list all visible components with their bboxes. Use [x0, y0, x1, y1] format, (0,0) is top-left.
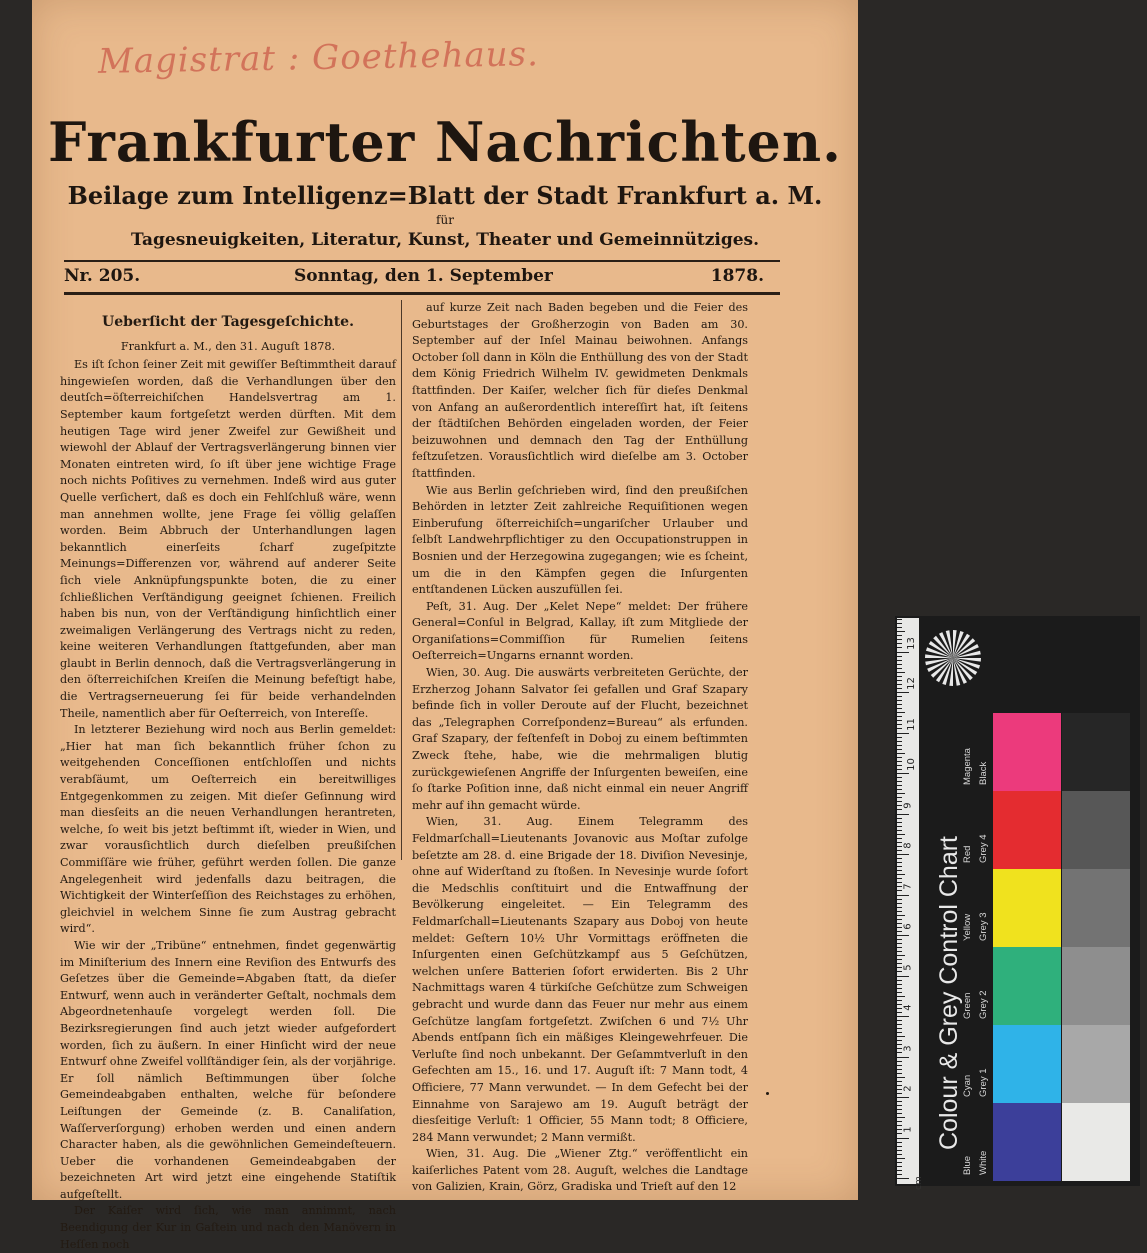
ruler-tick	[897, 818, 902, 819]
grey-label: Grey 4	[978, 834, 989, 863]
newspaper-subtitle: Beilage zum Intelligenz=Blatt der Stadt Frankfurt a. M.	[67, 181, 823, 210]
issue-year: 1878.	[710, 266, 764, 286]
colour-swatch	[993, 869, 1061, 947]
ruler-tick	[897, 623, 902, 624]
ruler-tick	[897, 971, 902, 972]
ruler-tick	[897, 785, 902, 786]
paragraph: Wien, 31. Aug. Die „Wiener Ztg.“ veröffentlicht ein kaiſerliches Patent vom 28. Auguſt, welches die Landtage von Galizien, Krain, Görz, Gradiska und Trieſt auf den 12	[412, 1147, 748, 1194]
paragraph: Wien, 31. Aug. Einem Telegramm des Feldmarſchall=Lieutenants Jovanovic aus Moſtar zufolge beſetzte am 28. d. eine Brigade der 18. Diviſion Nevesinje, ohne auf Widerſtand zu ſtoßen. In Nevesinje wurde ſofort die Medschlis conſtituirt und die Entwaffnung der Bevölkerung eingeleitet. — Ein Telegramm des Feldmarſchall=Lieutenants Szapary aus Doboj von heute meldet: Geſtern 10½ Uhr Vormittags eröffneten die Inſurgenten einen Geſchützkampf aus 5 Geſchützen, welchen unſere Batterien ſofort erwiderten. Bis 2 Uhr Nachmittags waren 4 türkiſche Geſchütze zum Schweigen gebracht und wurde dann das Feuer nur mehr aus einem Geſchütze langſam fortgeſetzt. Zwiſchen 6 und 7½ Uhr Abends entſpann ſich ein mäßiges Kleingewehrfeuer. Die Verluſte ſind noch unbekannt. Der Geſammtverluſt in den Gefechten am 15., 16. und 17. Auguſt iſt: 7 Mann todt, 4 Officiere, 77 Mann verwundet. — In dem Gefecht bei der Einnahme von Sarajewo am 19. Auguſt beträgt der diesſeitige Verluſt: 1 Officier, 55 Mann todt; 8 Officiere, 284 Mann verwundet; 2 Mann vermißt.	[412, 815, 748, 1144]
grey-swatch	[1062, 713, 1130, 791]
paragraph: auf kurze Zeit nach Baden begeben und die Feier des Geburtstages der Großherzogin von Baden am 30. September auf der Inſel Mainau beiwohnen. Anfangs October ſoll dann in Köln die Enthüllung des von der Stadt dem König Friedrich Wilhelm IV. gewidmeten Denkmals ſtattfinden. Der Kaiſer, welcher ſich für dieſes Denkmal von Anfang an außerordentlich intereſſirt hat, iſt ſeitens der ſtädtiſchen Behörden eingeladen worden, der Feier beizuwohnen und demnach den Tag der Enthüllung feſtzuſetzen. Vorausſichtlich wird dieſelbe am 3. October ſtattfinden.	[412, 301, 748, 480]
paragraph: In letzterer Beziehung wird noch aus Berlin gemeldet: „Hier hat man ſich bekanntlich früher ſchon zu weitgehenden Conceſſionen entſchloſſen und nichts verabſäumt, um Oeſterreich ein bereitwilliges Entgegenkommen zu zeigen. Mit dieſer Geſinnung wird man diesſeits an die neuen Verhandlungen herantreten, welche, ſo weit bis jetzt beſtimmt iſt, wieder in Wien, und zwar vorausſichtlich durch dieſelben preußiſchen Commiſſäre wie früher, geführt werden ſollen. Die ganze Angelegenheit wird jedenfalls dazu beitragen, die Wichtigkeit der Winterſeſſion des Reichstages zu erhöhen, gleichviel in welchem Sinne ſie zum Austrag gebracht wird“.	[60, 723, 396, 936]
ruler-tick	[897, 967, 902, 968]
ruler-tick	[897, 1048, 902, 1049]
ruler-number: 3	[902, 1044, 914, 1052]
column-right	[412, 300, 748, 1196]
grey-label: Grey 3	[978, 912, 989, 941]
column-divider	[401, 300, 402, 860]
ruler-tick	[897, 890, 902, 891]
ruler-tick	[897, 1052, 902, 1053]
grey-swatch	[1062, 791, 1130, 869]
ruler-tick	[897, 773, 909, 774]
newspaper-title: Frankfurter Nachrichten.	[48, 110, 842, 174]
ruler-tick	[897, 1036, 905, 1037]
ruler-tick	[897, 1146, 902, 1147]
ruler-number: 10	[905, 758, 917, 771]
ruler-number: 2	[902, 1085, 914, 1092]
ruler-tick	[897, 684, 902, 685]
paragraph: Wie aus Berlin geſchrieben wird, ſind den preußiſchen Behörden in letzter Zeit zahlreiche Requiſitionen wegen Einberufung öſterreichiſch=ungariſcher Urlauber und ſelbſt Landwehrpflichtiger zu den Occupationstruppen in Bosnien und der Herzegowina zugegangen; wie es ſcheint, um die in den Kämpfen gegen die Inſurgenten entſtandenen Lücken auszufüllen ſei.	[412, 483, 748, 597]
ruler-tick	[897, 696, 902, 697]
ruler-tick	[897, 664, 902, 665]
ruler-number: 6	[902, 923, 914, 930]
paragraph: Peſt, 31. Aug. Der „Kelet Nepe“ meldet: Der frühere General=Conſul in Belgrad, Kallay, iſt zum Mitgliede der Organiſations=Commiſſion für Rumelien ſeitens Oeſterreich=Ungarns ernannt worden.	[412, 599, 748, 663]
ruler-tick	[897, 777, 902, 778]
ruler-tick	[897, 1133, 902, 1134]
ruler-number: 13	[905, 636, 917, 650]
ruler-tick	[897, 947, 902, 948]
starburst-icon	[923, 628, 983, 688]
ruler-tick	[897, 854, 909, 855]
ruler-number: 11	[905, 717, 917, 731]
ruler-number: 1	[902, 1125, 914, 1133]
ruler-tick	[897, 1162, 902, 1163]
ruler-tick	[897, 814, 909, 815]
colour-label: Yellow	[962, 913, 973, 941]
ruler-tick	[897, 903, 902, 904]
ruler-tick	[897, 793, 905, 794]
ruler-tick	[897, 627, 902, 628]
ruler-tick	[897, 1150, 902, 1151]
handwritten-note: Magistrat : Goethehaus.	[97, 34, 540, 82]
ruler-tick	[897, 801, 902, 802]
ruler-tick	[897, 1004, 902, 1005]
ruler-tick	[897, 635, 902, 636]
ruler-number: 4	[902, 1004, 914, 1011]
ruler-tick	[897, 927, 902, 928]
ruler-tick	[897, 1138, 909, 1139]
ruler-tick	[897, 923, 902, 924]
ruler-tick	[897, 1089, 902, 1090]
colour-label: Green	[962, 992, 973, 1019]
ruler-tick	[897, 1117, 905, 1118]
ruler-tick	[897, 939, 902, 940]
ruler-tick	[897, 822, 902, 823]
colour-swatch	[993, 791, 1061, 869]
ruler-tick	[897, 830, 902, 831]
ruler-tick	[897, 1166, 902, 1167]
ruler-number: 7	[902, 882, 914, 890]
ruler-tick	[897, 1154, 902, 1155]
ruler-tick	[897, 1020, 902, 1021]
grey-swatch	[1062, 869, 1130, 947]
ruler-tick	[897, 745, 902, 746]
ruler-tick	[897, 761, 902, 762]
bottom-rule	[64, 292, 780, 295]
ruler-tick	[897, 959, 902, 960]
ruler-tick	[897, 700, 902, 701]
ruler-tick	[897, 809, 902, 810]
ruler-tick	[897, 733, 909, 734]
ruler-tick	[897, 915, 905, 916]
ruler-tick	[897, 716, 902, 717]
ruler-tick	[897, 1069, 902, 1070]
ruler-tick	[897, 680, 902, 681]
ruler-tick	[897, 1016, 909, 1017]
ruler-tick	[897, 943, 902, 944]
grey-label: Black	[978, 761, 989, 785]
ruler-tick	[897, 1121, 902, 1122]
ruler-tick	[897, 895, 909, 896]
ruler-tick	[897, 963, 902, 964]
ruler-tick	[897, 1057, 909, 1058]
ruler-tick	[897, 1073, 902, 1074]
dateline: Frankfurt a. M., den 31. Auguſt 1878.	[120, 339, 336, 353]
ruler-tick	[897, 919, 902, 920]
ruler-tick	[897, 878, 902, 879]
ruler-tick	[897, 672, 905, 673]
ruler-number: 8	[902, 842, 914, 849]
colour-label: Red	[962, 845, 973, 863]
ruler-tick	[897, 842, 902, 843]
ruler-tick	[897, 1065, 902, 1066]
colour-label: Magenta	[962, 748, 973, 785]
ruler-number: 5	[902, 963, 914, 971]
ruler-tick	[897, 789, 902, 790]
grey-label: White	[978, 1150, 989, 1175]
ruler-tick	[897, 668, 902, 669]
ruler-tick	[897, 1061, 902, 1062]
ruler-tick	[897, 753, 905, 754]
ruler-tick	[897, 1081, 902, 1082]
ruler-tick	[897, 797, 902, 798]
ruler-tick	[897, 931, 902, 932]
ruler-tick	[897, 805, 902, 806]
ruler-tick	[897, 631, 905, 632]
ruler-tick	[897, 619, 902, 620]
ruler-tick	[897, 720, 902, 721]
ruler-tick	[897, 850, 902, 851]
ruler-tick	[897, 1024, 902, 1025]
grey-label: Grey 1	[978, 1068, 989, 1097]
ruler-tick	[897, 1125, 902, 1126]
ruler-tick	[897, 1044, 902, 1045]
ruler-tick	[897, 741, 902, 742]
ruler-tick	[897, 911, 902, 912]
ruler-tick	[897, 728, 902, 729]
print-mark	[766, 1092, 769, 1095]
ruler-tick	[897, 866, 902, 867]
top-rule	[64, 260, 780, 262]
ruler-tick	[897, 870, 902, 871]
ruler-tick	[897, 647, 902, 648]
ruler-tick	[897, 757, 902, 758]
paragraph: Der Kaiſer wird ſich, wie man annimmt, nach Beendigung der Kur in Gaſtein und nach den Manövern in Heſſen noch	[60, 1204, 396, 1251]
ruler-tick	[897, 1170, 902, 1171]
ruler-tick	[897, 660, 902, 661]
ruler-tick	[897, 643, 902, 644]
ruler-tick	[897, 846, 902, 847]
ruler-tick	[897, 886, 902, 887]
ruler-unit: cm	[914, 1176, 924, 1190]
ruler-tick	[897, 737, 902, 738]
paragraph: Wien, 30. Aug. Die auswärts verbreiteten Gerüchte, der Erzherzog Johann Salvator ſei gefallen und Graf Szapary befinde ſich in voller Deroute auf der Flucht, bezeichnet das „Telegraphen Correſpondenz=Bureau“ als erfunden. Graf Szapary, der feſtenfeſt in Doboj zu einem beſtimmten Zweck ſtehe, habe, wie die mehrmaligen blutig zurückgewieſenen Angriffe der Inſurgenten beweiſen, eine ſo ſtarke Poſition inne, daß nicht einmal ein neuer Angriff mehr auf ihn gemacht würde.	[412, 666, 748, 812]
ruler-tick	[897, 1101, 902, 1102]
colour-swatch	[993, 1025, 1061, 1103]
ruler-tick	[897, 955, 905, 956]
grey-swatch	[1062, 1025, 1130, 1103]
ruler-tick	[897, 652, 909, 653]
colour-swatch	[993, 1103, 1061, 1181]
ruler-tick	[897, 980, 902, 981]
ruler-tick	[897, 826, 902, 827]
ruler-tick	[897, 1158, 905, 1159]
ruler-tick	[897, 984, 902, 985]
ruler-tick	[897, 704, 902, 705]
column-left	[60, 308, 396, 1253]
ruler-tick	[897, 899, 902, 900]
ruler-tick	[897, 1093, 902, 1094]
ruler-tick	[897, 1000, 902, 1001]
ruler-tick	[897, 907, 902, 908]
subtitle-connector: für	[436, 213, 454, 227]
ruler-tick	[897, 834, 905, 835]
issue-number: Nr. 205.	[64, 266, 141, 286]
newspaper-topics: Tagesneuigkeiten, Literatur, Kunst, Theater und Gemeinnütziges.	[130, 230, 760, 250]
paragraph: Es iſt ſchon ſeiner Zeit mit gewiſſer Beſtimmtheit darauf hingewieſen worden, daß die Verhandlungen über den deutſch=öſterreichiſchen Handelsvertrag am 1. September kaum fortgeſetzt werden dürften. Mit dem heutigen Tage wird jener Zweifel zur Gewißheit und wiewohl der Ablauf der Vertragsverlängerung binnen vier Monaten eintreten wird, ſo iſt über jene wichtige Frage noch nichts Poſitives zu vernehmen. Indeß wird aus guter Quelle verſichert, daß es doch ein Fehlſchluß wäre, wenn man annehmen wollte, jene Frage ſei völlig gelaſſen worden. Beim Abbruch der Unterhandlungen lagen bekanntlich einerſeits ſcharf zugeſpitzte Meinungs=Differenzen vor, während auf anderer Seite ſich viele Anknüpfungspunkte boten, die zu einer ſchließlichen Verſtändigung geeignet ſchienen. Freilich haben bis nun, von der Verſtändigung hinſichtlich einer zweimaligen Verlängerung des Vertrags nicht zu reden, keine weiteren Verhandlungen ſtattgefunden, aber man glaubt in Berlin dennoch, daß die Vertragsverlängerung in den öſterreichiſchen Kreiſen die Meinung befeſtigt habe, die Vertragserneuerung ſei für beide verhandelnden Theile, namentlich aber für Oeſterreich, von Intereſſe.	[60, 358, 396, 720]
grey-label: Grey 2	[978, 990, 989, 1019]
ruler-tick	[897, 874, 905, 875]
ruler-tick	[897, 988, 902, 989]
ruler-tick	[897, 688, 902, 689]
ruler-tick	[897, 1105, 902, 1106]
ruler-tick	[897, 1142, 902, 1143]
colour-label: Cyan	[962, 1074, 973, 1097]
section-heading: Ueberſicht der Tagesgeſchichte.	[102, 314, 354, 330]
colour-label: Blue	[962, 1155, 973, 1175]
ruler-tick	[897, 1077, 905, 1078]
cm-ruler	[897, 618, 919, 1184]
ruler-tick	[897, 951, 902, 952]
ruler-tick	[897, 1085, 902, 1086]
ruler-tick	[897, 676, 902, 677]
ruler-tick	[897, 639, 902, 640]
ruler-tick	[897, 1032, 902, 1033]
ruler-tick	[897, 1008, 902, 1009]
ruler-tick	[897, 858, 902, 859]
ruler-tick	[897, 1028, 902, 1029]
grey-swatch	[1062, 1103, 1130, 1181]
ruler-number: 9	[902, 801, 914, 809]
issue-date: Sonntag, den 1. September	[294, 266, 553, 286]
ruler-tick	[897, 838, 902, 839]
ruler-tick	[897, 712, 905, 713]
ruler-tick	[897, 992, 902, 993]
issue-line	[64, 266, 780, 290]
ruler-tick	[897, 1178, 909, 1179]
ruler-tick	[897, 1129, 902, 1130]
ruler-tick	[897, 765, 902, 766]
ruler-number: 12	[905, 677, 917, 690]
ruler-tick	[897, 749, 902, 750]
ruler-tick	[897, 1113, 902, 1114]
paragraph: Wie wir der „Tribüne“ entnehmen, findet gegenwärtig im Miniſterium des Innern eine Reviſion des Entwurfs des Geſetzes über die Gemeinde=Abgaben ſtatt, da dieſer Entwurf, wenn auch in veränderter Geſtalt, nochmals dem Abgeordnetenhauſe vorgelegt werden ſoll. Die Bezirksregierungen ſind auch jetzt wieder aufgefordert worden, ſich zu äußern. In einer Hinſicht wird der neue Entwurf ohne Zweifel vollſtändiger ſein, als der vorjährige. Er ſoll nämlich Beſtimmungen über ſolche Gemeindeabgaben enthalten, welche für beſondere Leiſtungen der Gemeinde (z. B. Canaliſation, Waſſerverſorgung) erhoben werden und einen andern Character haben, als die gewöhnlichen Gemeindeſteuern. Ueber die vorhandenen Gemeindeabgaben der bezeichneten Art wird jetzt eine eingehende Statiſtik aufgeſtellt.	[60, 938, 396, 1201]
ruler-tick	[897, 1174, 902, 1175]
ruler-tick	[897, 781, 902, 782]
ruler-tick	[897, 1040, 902, 1041]
chart-title: Colour & Grey Control Chart	[935, 835, 963, 1150]
ruler-tick	[897, 1012, 902, 1013]
ruler-tick	[897, 935, 909, 936]
ruler-tick	[897, 769, 902, 770]
ruler-tick	[897, 708, 902, 709]
ruler-tick	[897, 996, 905, 997]
ruler-tick	[897, 692, 909, 693]
ruler-tick	[897, 724, 902, 725]
ruler-tick	[897, 656, 902, 657]
colour-swatch	[993, 947, 1061, 1025]
ruler-tick	[897, 862, 902, 863]
grey-swatch	[1062, 947, 1130, 1025]
ruler-tick	[897, 976, 909, 977]
ruler-tick	[897, 1097, 909, 1098]
ruler-tick	[897, 1109, 902, 1110]
ruler-tick	[897, 882, 902, 883]
colour-swatch	[993, 713, 1061, 791]
